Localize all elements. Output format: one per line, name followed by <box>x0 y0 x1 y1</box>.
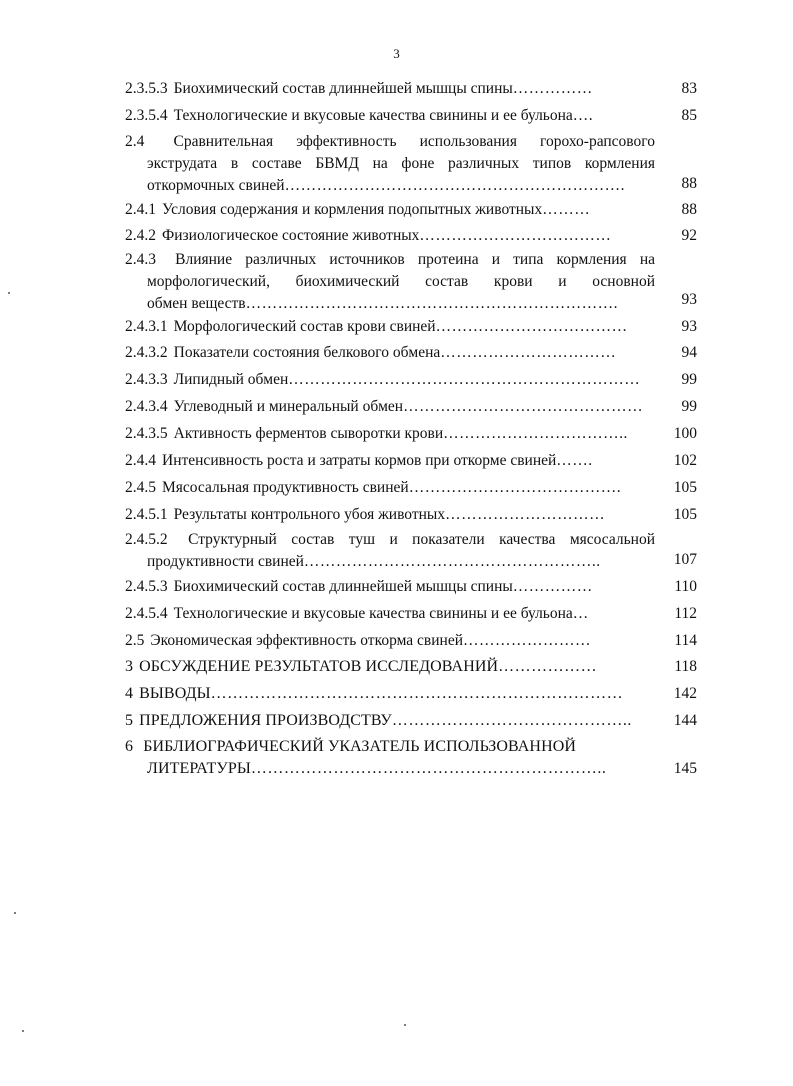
entry-title: Биохимический состав длиннейшей мышцы спины <box>173 80 513 97</box>
entry-number: 3 <box>125 658 134 675</box>
toc-entry-2-3-5-4[interactable] <box>125 105 655 127</box>
entry-title: Условия содержания и кормления подопытных животных <box>162 201 543 218</box>
entry-page: 94 <box>681 344 697 361</box>
entry-page: 110 <box>674 578 697 595</box>
toc-entry-2-4-5-2[interactable] <box>125 529 655 573</box>
entry-page: 142 <box>673 685 697 702</box>
entry-number: 2.4.3.5 <box>125 425 168 442</box>
toc-entry-5[interactable] <box>125 710 655 732</box>
toc-entry-4[interactable] <box>125 683 655 705</box>
leader-dots: ………………………………………………………. <box>284 177 625 194</box>
leader-dots: …………………………….. <box>443 425 628 442</box>
leader-dots: …………………………………. <box>408 479 622 496</box>
entry-title: Технологические и вкусовые качества свинины и ее бульона <box>173 605 573 622</box>
leader-dots: ………………………………………………………… <box>288 371 641 388</box>
toc-entry-2-3-5-3[interactable] <box>125 78 655 100</box>
entry-page: 144 <box>673 712 697 729</box>
entry-page: 99 <box>681 371 697 388</box>
scan-speck <box>404 1024 406 1026</box>
entry-title: Углеводный и минеральный обмен <box>173 398 404 415</box>
entry-number: 2.4.3.1 <box>125 318 168 335</box>
entry-page: 107 <box>673 551 697 568</box>
entry-page: 112 <box>674 605 697 622</box>
toc-entry-2-4[interactable] <box>125 131 655 197</box>
entry-title: Активность ферментов сыворотки крови <box>173 425 444 442</box>
entry-title: Мясосальная продуктивность свиней <box>162 479 409 496</box>
entry-number: 2.3.5.4 <box>125 107 168 124</box>
entry-page: 93 <box>681 318 697 335</box>
toc-entry-2-4-5-4[interactable] <box>125 603 655 625</box>
leader-dots: ……………………………… <box>435 318 628 335</box>
entry-number: 5 <box>125 712 134 729</box>
entry-title: Биохимический состав длиннейшей мышцы спины <box>173 578 513 595</box>
entry-page: 93 <box>681 291 697 308</box>
entry-number: 4 <box>125 685 134 702</box>
entry-title: Технологические и вкусовые качества свинины и ее бульона <box>173 107 573 124</box>
entry-title: Интенсивность роста и затраты кормов при откорме свиней <box>162 452 557 469</box>
entry-page: 102 <box>673 452 697 469</box>
entry-title: Показатели состояния белкового обмена <box>173 344 441 361</box>
entry-title: ОБСУЖДЕНИЕ РЕЗУЛЬТАТОВ ИССЛЕДОВАНИЙ <box>139 658 499 675</box>
leader-dots: …………… <box>512 80 593 97</box>
entry-page: 105 <box>673 479 697 496</box>
entry-page: 92 <box>681 227 697 244</box>
toc-entry-2-4-5[interactable] <box>125 477 655 499</box>
entry-number: 2.4.3.4 <box>125 398 168 415</box>
entry-page: 118 <box>674 658 697 675</box>
entry-number: 2.4.3.2 <box>125 344 168 361</box>
toc-entry-2-4-3-4[interactable] <box>125 396 655 418</box>
entry-number: 2.4.2 <box>125 227 156 244</box>
leader-dots: ……………… <box>498 658 598 675</box>
toc-entry-2-4-3[interactable] <box>125 249 655 315</box>
entry-number: 2.5 <box>125 632 145 649</box>
scan-speck <box>22 1030 24 1032</box>
entry-page: 99 <box>681 398 697 415</box>
entry-title: Морфологический состав крови свиней <box>173 318 436 335</box>
entry-title-line-1: БИБЛИОГРАФИЧЕСКИЙ УКАЗАТЕЛЬ ИСПОЛЬЗОВАННОЙ <box>143 738 577 755</box>
leader-dots: ……… <box>542 201 591 218</box>
leader-dots: ……………………………………………………………. <box>245 295 618 312</box>
entry-title-line-3: откормочных свиней <box>147 177 285 194</box>
leader-dots: ……. <box>556 452 593 469</box>
toc-entry-2-4-3-5[interactable] <box>125 423 655 445</box>
page-number: 3 <box>393 46 400 61</box>
toc-entry-2-4-3-1[interactable] <box>125 316 655 338</box>
leader-dots: … <box>572 605 589 622</box>
entry-page: 85 <box>681 107 697 124</box>
leader-dots: …………………… <box>463 632 592 649</box>
toc-entry-2-4-3-2[interactable] <box>125 342 655 364</box>
entry-title-line-2: морфологический, биохимический состав крови и основной <box>147 273 655 290</box>
entry-page: 100 <box>673 425 697 442</box>
leader-dots: ……………………………………………….. <box>303 553 601 570</box>
entry-number: 2.4.5 <box>125 479 156 496</box>
entry-page: 114 <box>674 632 697 649</box>
entry-page: 145 <box>673 760 697 777</box>
leader-dots: ……………………………………… <box>403 398 644 415</box>
entry-number: 2.4.3.3 <box>125 371 168 388</box>
entry-number: 2.4 <box>125 133 145 150</box>
entry-page: 88 <box>681 175 697 192</box>
entry-title-line-3: обмен веществ <box>147 295 246 312</box>
entry-title: Результаты контрольного убоя животных <box>173 506 446 523</box>
entry-page: 83 <box>681 80 697 97</box>
leader-dots: ……………………………… <box>419 227 612 244</box>
toc-entry-2-4-5-3[interactable] <box>125 576 655 598</box>
toc-entry-2-4-4[interactable] <box>125 450 655 472</box>
entry-title-line-1: Структурный состав туш и показатели качества мясосальной <box>188 531 655 548</box>
leader-dots: ………………………… <box>445 506 606 523</box>
toc-entry-3[interactable] <box>125 656 655 678</box>
entry-title-line-2: экструдата в составе БВМД на фоне различных типов кормления <box>147 155 655 172</box>
leader-dots: …………… <box>512 578 593 595</box>
toc-entry-2-5[interactable] <box>125 630 655 652</box>
entry-number: 2.4.5.2 <box>125 531 168 548</box>
entry-number: 2.4.5.3 <box>125 578 168 595</box>
entry-number: 2.4.5.4 <box>125 605 168 622</box>
toc-entry-6[interactable] <box>125 736 655 780</box>
entry-title: ВЫВОДЫ <box>139 685 211 702</box>
entry-number: 2.3.5.3 <box>125 80 168 97</box>
toc-entry-2-4-2[interactable] <box>125 225 655 247</box>
leader-dots: …………………………… <box>440 344 617 361</box>
entry-title: ПРЕДЛОЖЕНИЯ ПРОИЗВОДСТВУ <box>139 712 392 729</box>
entry-page: 88 <box>681 201 697 218</box>
scan-speck <box>8 292 10 294</box>
entry-title-line-1: Влияние различных источников протеина и типа кормления на <box>175 251 655 268</box>
entry-number: 2.4.5.1 <box>125 506 168 523</box>
entry-title: Экономическая эффективность откорма свиней <box>150 632 464 649</box>
entry-page: 105 <box>673 506 697 523</box>
entry-title-line-2: ЛИТЕРАТУРЫ <box>147 760 251 777</box>
entry-title-line-2: продуктивности свиней <box>147 553 304 570</box>
entry-title-line-1: Сравнительная эффективность использования горохо-рапсового <box>173 133 655 150</box>
entry-number: 2.4.3 <box>125 251 156 268</box>
leader-dots: ………………………………………………………………… <box>210 685 624 702</box>
toc-entry-2-4-5-1[interactable] <box>125 504 655 526</box>
entry-number: 2.4.4 <box>125 452 156 469</box>
leader-dots: …. <box>572 107 594 124</box>
entry-title: Липидный обмен <box>173 371 289 388</box>
entry-number: 6 <box>125 738 134 755</box>
scan-speck <box>14 912 16 914</box>
entry-title: Физиологическое состояние животных <box>162 227 420 244</box>
entry-number: 2.4.1 <box>125 201 156 218</box>
toc-entry-2-4-1[interactable] <box>125 199 655 221</box>
leader-dots: ……………………………………………………….. <box>250 760 607 777</box>
leader-dots: …………………………………….. <box>391 712 632 729</box>
toc-entry-2-4-3-3[interactable] <box>125 369 655 391</box>
